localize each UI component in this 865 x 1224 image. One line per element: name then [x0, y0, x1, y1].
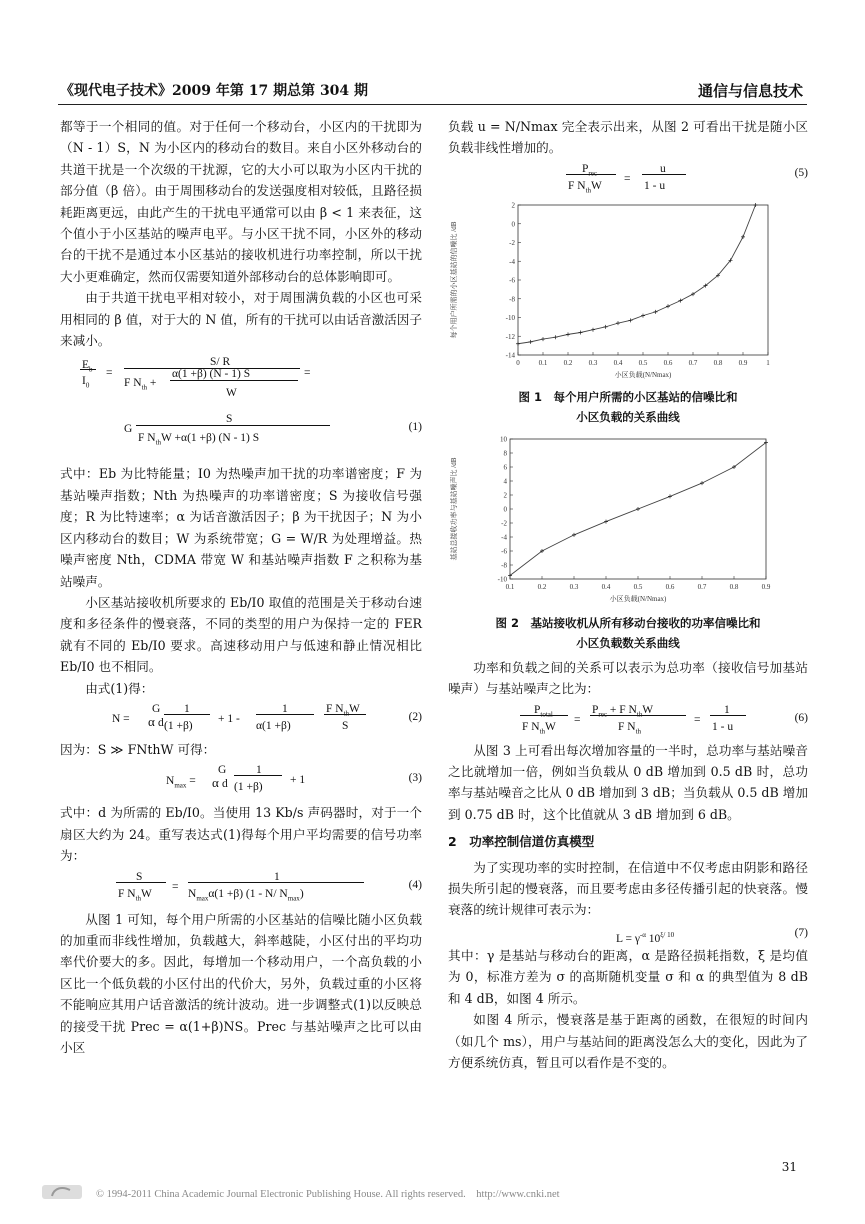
- x-tick-label: 0.8: [713, 358, 723, 367]
- x-tick-label: 1: [766, 358, 770, 367]
- chart-1: [448, 199, 808, 387]
- paragraph: 因为：S ≫ FNthW 可得：: [60, 741, 216, 757]
- equation-number: (6): [794, 711, 808, 724]
- paragraph: 式中：Eb 为比特能量；I0 为热噪声加干扰的功率谱密度；F 为基站噪声指数；Nth 为热噪声的功率谱密度；S 为接收信号强度；R 为比特速率；α 为话音激活因子；β 为干扰因子；N 为小区内移动台的数目；W 为系统带宽；G = W/R 为处理增益。热噪声密度 Nth，CDMA 带宽 W 和基站噪声指数 F 之积称为基站噪声。: [60, 466, 422, 589]
- y-tick-label: -14: [505, 351, 515, 360]
- y-tick-label: 0: [511, 220, 515, 229]
- data-point: [641, 313, 645, 317]
- x-tick-label: 0.2: [563, 358, 573, 367]
- caption-line: 图 2 基站接收机从所有移动台接收的功率信噪比和: [495, 615, 761, 630]
- paragraph: 从图 1 可知，每个用户所需的小区基站的信噪比随小区负载的加重而非线性增加，负载越大，斜率越陡，小区付出的平均功率代价要大的多。因此，每增加一个移动用户，一个高负载的小区比一个低负载的小区付出的代价大，另外，负载过重的小区将不能响应其用户话音激活的统计波动。进一步调整式(1)以反映总的接受干扰 Prec = α(1+β)NS。Prec 与基站噪声之比可以由小区: [60, 911, 422, 1055]
- x-tick-label: 0.1: [505, 582, 515, 591]
- equation-number: (2): [408, 710, 422, 723]
- data-point: [668, 494, 672, 498]
- x-tick-label: 0.9: [738, 358, 748, 367]
- data-point: [529, 340, 533, 344]
- figure-1: [448, 199, 808, 387]
- x-tick-label: 0.7: [697, 582, 707, 591]
- equation-number: (4): [408, 878, 422, 891]
- caption-line: 图 1 每个用户所需的小区基站的信噪比和: [518, 389, 738, 404]
- x-tick-label: 0.4: [613, 358, 623, 367]
- equation-5: $P_{rec}$ F $N_{th}W$ = u 1 - u (5): [568, 162, 808, 195]
- left-column: [60, 116, 422, 1058]
- y-tick-label: -12: [505, 332, 515, 341]
- x-tick-label: 0.9: [761, 582, 771, 591]
- y-tick-label: 6: [503, 463, 507, 472]
- data-point: [654, 310, 658, 314]
- paragraph: 为了实现功率的实时控制，在信道中不仅考虑由阴影和路径损失所引起的慢衰落，而且要考虑由多径传播引起的快衰落。慢衰落的统计规律可表示为：: [448, 859, 808, 918]
- data-point: [754, 203, 758, 207]
- cnki-logo-icon: [40, 1182, 84, 1202]
- y-tick-label: -2: [501, 519, 507, 528]
- figure-2-caption: [448, 613, 808, 653]
- caption-line: 小区负载数关系曲线: [576, 635, 680, 650]
- y-tick-label: 2: [511, 201, 515, 210]
- y-tick-label: 2: [503, 491, 507, 500]
- chart-2: [448, 433, 808, 613]
- x-axis-label: 小区负载(N/Nmax): [609, 594, 667, 603]
- data-point: [741, 235, 745, 239]
- paragraph: 都等于一个相同的值。对于任何一个移动台，小区内的干扰即为（N - 1）S，N 为小区内的移动台的数目。来自小区外移动台的共道干扰是一个次级的干扰源，它的大小可以取为小区内干扰的部分值（β 倍）。由于周围移动台的发送强度相对较低，且路径损耗距离更远，由此产生的干扰电平通常可以由 β < 1 来表征，这个值小于小区基站的噪声电平。与小区干扰不同，小区外的移动台的干扰不是通过本小区基站的接收机进行功率控制，所以干扰大小更难确定，然而仅需要知道外部移动台的总体影响即可。: [60, 119, 422, 284]
- equation-1: $E_b$ $I_0$ = S/ R F $N_{th}$ + α(1 +β) (N - 1) S W = S G F $N_{th}W +\alpha(1 +\beta)$ (N - 1) S (1): [82, 356, 422, 447]
- x-tick-label: 0.6: [665, 582, 675, 591]
- x-tick-label: 0.3: [588, 358, 598, 367]
- y-tick-label: -6: [501, 547, 507, 556]
- x-tick-label: 0.1: [538, 358, 548, 367]
- data-point: [700, 481, 704, 485]
- y-tick-label: 8: [503, 449, 507, 458]
- equation-4: S F $N_{th}W$ = 1 $N_{max}\alpha(1 +\beta)$ (1 - N/ $N_{max}$) (4): [118, 870, 422, 902]
- x-tick-label: 0.7: [688, 358, 698, 367]
- section-header: 通信与信息技术: [697, 82, 803, 100]
- x-tick-label: 0.5: [638, 358, 648, 367]
- y-tick-label: 4: [503, 477, 507, 486]
- data-point: [516, 342, 520, 346]
- plot-frame: [518, 205, 768, 355]
- data-point: [679, 298, 683, 302]
- data-point: [572, 533, 576, 537]
- data-point: [666, 304, 670, 308]
- data-point: [616, 321, 620, 325]
- x-tick-label: 0: [516, 358, 520, 367]
- figure-2: [448, 433, 808, 613]
- x-axis-label: 小区负载(N/Nmax): [614, 370, 672, 379]
- data-point: [629, 318, 633, 322]
- y-tick-label: -4: [501, 533, 507, 542]
- data-point: [541, 337, 545, 341]
- equation-number: (1): [408, 421, 422, 434]
- equation-6: $P_{total}$ F $N_{th}W$ = $P_{rec} + F$ $N_{th}W$ F $N_{th}$ = 1 1 - u (6): [522, 703, 808, 735]
- data-point: [579, 330, 583, 334]
- y-tick-label: -6: [509, 276, 515, 285]
- page-number: 31: [781, 1160, 797, 1174]
- paragraph: 由于共道干扰电平相对较小，对于周围满负载的小区也可采用相同的 β 值，对于大的 N 值，所有的干扰可以由话音激活因子来减小。: [60, 290, 422, 349]
- equation-number: (7): [794, 926, 808, 939]
- series-line: [518, 205, 756, 344]
- paragraph: 其中：γ 是基站与移动台的距离，α 是路径损耗指数，ξ 是均值为 0，标准方差为 σ 的高斯随机变量 σ 和 α 的典型值为 8 dB 和 4 dB，如图 4 所示。: [448, 947, 808, 1006]
- figure-1-caption: [448, 387, 808, 427]
- equation-number: (5): [794, 166, 808, 179]
- y-tick-label: -8: [509, 295, 515, 304]
- y-axis-label: 每个用户所需的小区基站的信噪比 /dB: [450, 221, 458, 339]
- data-point: [591, 328, 595, 332]
- x-tick-label: 0.2: [537, 582, 547, 591]
- x-tick-label: 0.4: [601, 582, 611, 591]
- x-tick-label: 0.3: [569, 582, 579, 591]
- right-column: [448, 116, 808, 1073]
- paragraph: 小区基站接收机所要求的 Eb/I0 取值的范围是关于移动台速度和多径条件的慢衰落，不同的类型的用户为保持一定的 FER 就有不同的 Eb/I0 要求。高速移动用户与低速和静止情况相比 Eb/I0 也不相同。: [60, 594, 422, 675]
- y-tick-label: -10: [505, 313, 515, 322]
- y-tick-label: -4: [509, 257, 515, 266]
- paragraph: 由式(1)得：: [85, 680, 154, 696]
- x-tick-label: 0.5: [633, 582, 643, 591]
- section-heading: 2 功率控制信道仿真模型: [448, 834, 595, 850]
- y-axis-label: 基站总接收功率与基站噪声比 /dB: [450, 457, 458, 561]
- data-point: [566, 332, 570, 336]
- x-tick-label: 0.6: [663, 358, 673, 367]
- data-point: [604, 325, 608, 329]
- paragraph: 功率和负载之间的关系可以表示为总功率（接收信号加基站噪声）与基站噪声之比为：: [448, 659, 808, 697]
- data-point: [604, 519, 608, 523]
- header-rule: [58, 104, 807, 105]
- paragraph: 从图 3 上可看出每次增加容量的一半时，总功率与基站噪音之比就增加一倍，例如当负载从 0 dB 增加到 0.5 dB 时，总功率与基站噪音之比从 0 dB 增加到 3 dB；当负载从 0.5 dB 增加到 0.75 dB 时，这个比值就从 3 dB 增加到 6 dB。: [448, 742, 808, 822]
- y-tick-label: -10: [497, 575, 507, 584]
- y-tick-label: 10: [500, 435, 507, 444]
- x-tick-label: 0.8: [729, 582, 739, 591]
- data-point: [636, 507, 640, 511]
- y-tick-label: -2: [509, 238, 515, 247]
- equation-number: (3): [408, 772, 422, 785]
- data-point: [554, 335, 558, 339]
- caption-line: 小区负载的关系曲线: [576, 409, 680, 424]
- paragraph: 负载 u = N/Nmax 完全表示出来，从图 2 可看出干扰是随小区负载非线性增加的。: [448, 119, 808, 156]
- copyright-footer: © 1994-2011 China Academic Journal Electronic Publishing House. All rights reserved. http://www.cnki.net: [96, 1189, 560, 1200]
- equation-3: $N_{max}$ = G α d 1 (1 +β) + 1 (3): [166, 764, 422, 794]
- paragraph: 如图 4 所示，慢衰落是基于距离的函数，在很短的时间内（如几个 ms），用户与基站间的距离没怎么大的变化，因此为了方便系统仿真，暂且可以看作是不变的。: [448, 1012, 808, 1070]
- paragraph: 式中：d 为所需的 Eb/I0。当使用 13 Kb/s 声码器时，对于一个扇区大约为 24。重写表达式(1)得每个用户平均需要的信号功率为：: [60, 805, 422, 864]
- journal-header: 《现代电子技术》2009 年第 17 期总第 304 期: [60, 83, 369, 99]
- equation-7: $L = \gamma^{-\alpha}$ $10^{\xi/ 10}$ (7): [448, 921, 808, 945]
- y-tick-label: -8: [501, 561, 507, 570]
- y-tick-label: 0: [503, 505, 507, 514]
- equation-2: N = G α d 1 (1 +β) + 1 - 1 α(1 +β) F $N_{th}W$ S (2): [112, 702, 422, 732]
